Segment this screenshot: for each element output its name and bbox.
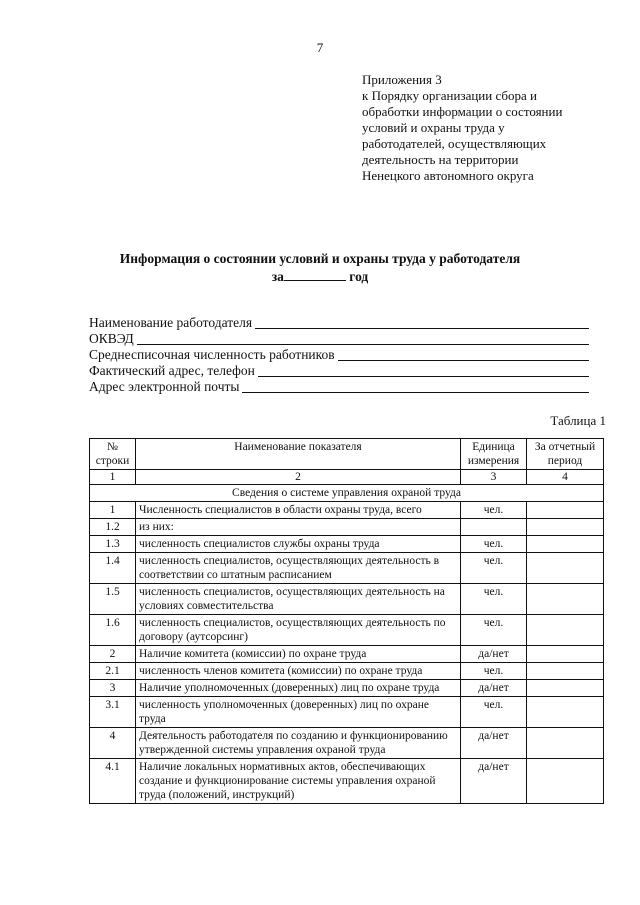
headcount-field <box>89 347 589 363</box>
row-number: 1.2 <box>90 519 136 536</box>
table-row <box>90 553 604 584</box>
table-row <box>90 615 604 646</box>
indicators-table <box>89 438 604 804</box>
indicator-name: численность специалистов службы охраны труда <box>136 536 461 553</box>
unit-cell: чел. <box>461 663 527 680</box>
indicator-name: численность членов комитета (комиссии) по охране труда <box>136 663 461 680</box>
value-cell[interactable] <box>527 519 604 536</box>
row-number: 4 <box>90 728 136 759</box>
section-row <box>90 485 604 502</box>
row-number: 4.1 <box>90 759 136 804</box>
table-row <box>90 519 604 536</box>
employer-fields <box>89 315 589 395</box>
unit-cell: да/нет <box>461 728 527 759</box>
field-label: ОКВЭД <box>89 331 134 346</box>
table-row <box>90 536 604 553</box>
unit-cell: чел. <box>461 553 527 584</box>
value-cell[interactable] <box>527 728 604 759</box>
field-label: Среднесписочная численность работников <box>89 347 335 362</box>
indicator-name: численность специалистов, осуществляющих деятельность на условиях совместительства <box>136 584 461 615</box>
appendix-line: Ненецкого автономного округа <box>362 168 534 183</box>
unit-cell: чел. <box>461 615 527 646</box>
unit-cell: да/нет <box>461 646 527 663</box>
value-cell[interactable] <box>527 697 604 728</box>
indicator-name: Численность специалистов в области охраны труда, всего <box>136 502 461 519</box>
appendix-line: деятельность на территории <box>362 152 519 167</box>
row-number: 1.3 <box>90 536 136 553</box>
field-label: Фактический адрес, телефон <box>89 363 255 378</box>
fill-line <box>137 332 589 345</box>
indicator-name: Наличие локальных нормативных актов, обеспечивающих создание и функционирование системы управления охраной труда (положений, инструкций) <box>136 759 461 804</box>
value-cell[interactable] <box>527 584 604 615</box>
table-row <box>90 759 604 804</box>
value-cell[interactable] <box>527 646 604 663</box>
table-row <box>90 680 604 697</box>
value-cell[interactable] <box>527 502 604 519</box>
indicator-name: Деятельность работодателя по созданию и функционированию утвержденной системы управления охраной труда <box>136 728 461 759</box>
table-label: Таблица 1 <box>550 413 606 428</box>
table-row <box>90 502 604 519</box>
column-index: 3 <box>461 470 527 485</box>
appendix-line: условий и охраны труда у <box>362 120 505 135</box>
value-cell[interactable] <box>527 553 604 584</box>
row-number: 3.1 <box>90 697 136 728</box>
row-number: 3 <box>90 680 136 697</box>
unit-cell <box>461 519 527 536</box>
row-number: 2.1 <box>90 663 136 680</box>
value-cell[interactable] <box>527 663 604 680</box>
table-header-row <box>90 439 604 470</box>
appendix-line: к Порядку организации сбора и <box>362 88 537 103</box>
column-index-row <box>90 470 604 485</box>
table-row <box>90 697 604 728</box>
header-period: За отчетный период <box>527 439 604 470</box>
appendix-line: Приложения 3 <box>362 72 442 87</box>
indicator-name: численность специалистов, осуществляющих деятельность в соответствии со штатным расписанием <box>136 553 461 584</box>
report-year <box>0 268 640 285</box>
row-number: 1.4 <box>90 553 136 584</box>
indicator-name: Наличие уполномоченных (доверенных) лиц по охране труда <box>136 680 461 697</box>
value-cell[interactable] <box>527 680 604 697</box>
year-blank <box>284 268 346 281</box>
appendix-note <box>362 72 612 184</box>
header-row-number: № строки <box>90 439 136 470</box>
unit-cell: чел. <box>461 584 527 615</box>
table-row <box>90 728 604 759</box>
value-cell[interactable] <box>527 759 604 804</box>
email-field <box>89 379 589 395</box>
fill-line <box>338 348 589 361</box>
header-unit: Единица измерения <box>461 439 527 470</box>
table-row <box>90 646 604 663</box>
header-indicator-name: Наименование показателя <box>136 439 461 470</box>
appendix-line: работодателей, осуществляющих <box>362 136 547 151</box>
indicator-name: численность уполномоченных (доверенных) лиц по охране труда <box>136 697 461 728</box>
row-number: 1 <box>90 502 136 519</box>
indicator-name: из них: <box>136 519 461 536</box>
year-suffix: год <box>349 269 369 284</box>
column-index: 1 <box>90 470 136 485</box>
okved-field <box>89 331 589 347</box>
row-number: 1.5 <box>90 584 136 615</box>
employer-name-field <box>89 315 589 331</box>
column-index: 4 <box>527 470 604 485</box>
row-number: 2 <box>90 646 136 663</box>
indicator-name: численность специалистов, осуществляющих деятельность по договору (аутсорсинг) <box>136 615 461 646</box>
section-title: Сведения о системе управления охраной труда <box>90 485 604 502</box>
address-phone-field <box>89 363 589 379</box>
column-index: 2 <box>136 470 461 485</box>
unit-cell: чел. <box>461 697 527 728</box>
page-number: 7 <box>316 40 324 55</box>
table-row <box>90 584 604 615</box>
appendix-line: обработки информации о состоянии <box>362 104 563 119</box>
field-label: Наименование работодателя <box>89 315 253 330</box>
value-cell[interactable] <box>527 536 604 553</box>
field-label: Адрес электронной почты <box>89 379 240 394</box>
year-prefix: за <box>271 269 284 284</box>
fill-line <box>255 316 589 329</box>
value-cell[interactable] <box>527 615 604 646</box>
table-body <box>90 485 604 804</box>
row-number: 1.6 <box>90 615 136 646</box>
unit-cell: чел. <box>461 536 527 553</box>
indicator-name: Наличие комитета (комиссии) по охране труда <box>136 646 461 663</box>
table-row <box>90 663 604 680</box>
unit-cell: да/нет <box>461 759 527 804</box>
fill-line <box>258 364 589 377</box>
unit-cell: да/нет <box>461 680 527 697</box>
document-title: Информация о состоянии условий и охраны труда у работодателя <box>119 251 521 266</box>
unit-cell: чел. <box>461 502 527 519</box>
fill-line <box>242 380 589 393</box>
